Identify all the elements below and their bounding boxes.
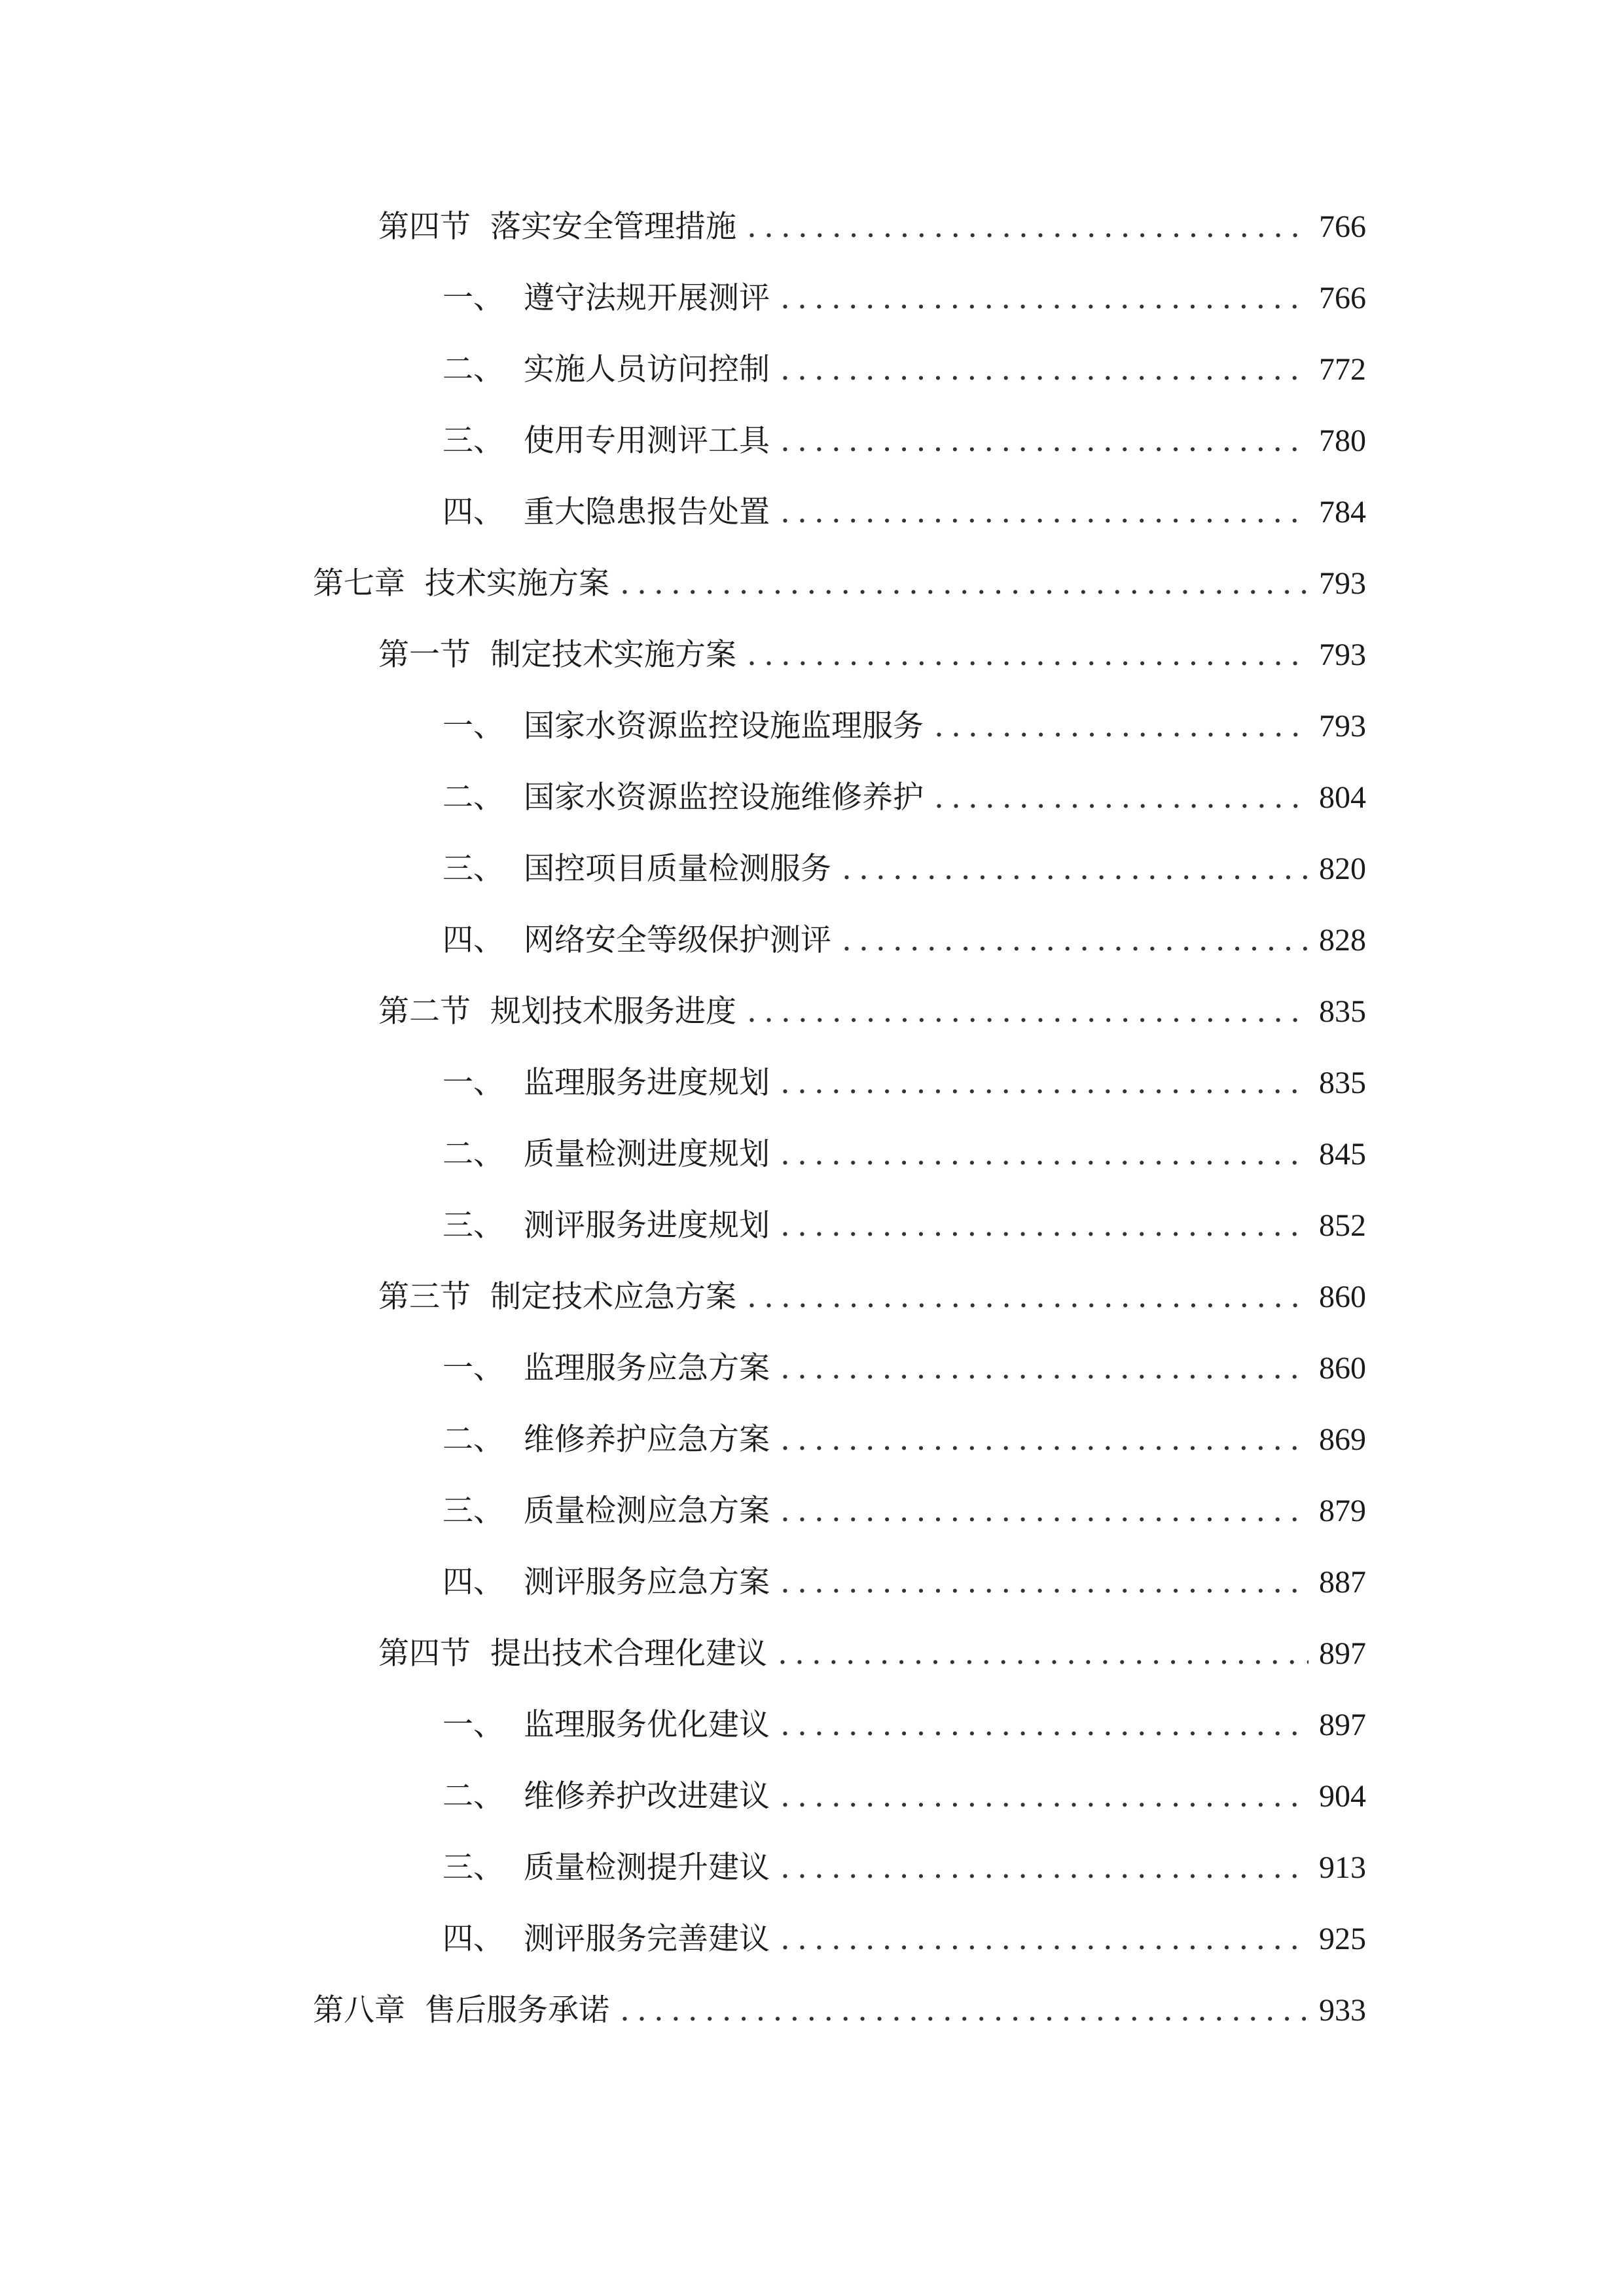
dot-leader [780, 1920, 1308, 1959]
entry-title: 实施人员访问控制 [524, 351, 770, 387]
entry-prefix: 三、 [442, 851, 504, 887]
entry-label [442, 1563, 770, 1602]
page-number: 784 [1319, 495, 1366, 529]
toc-entry-section[interactable] [378, 992, 1366, 1031]
entry-prefix: 二、 [442, 351, 504, 387]
entry-title: 质量检测进度规划 [524, 1136, 770, 1172]
entry-prefix: 四、 [442, 1921, 504, 1957]
toc-entry-item[interactable] [442, 279, 1366, 318]
toc-entry-section[interactable] [378, 1278, 1366, 1317]
entry-prefix: 三、 [442, 423, 504, 459]
entry-label [442, 850, 831, 889]
page-number: 772 [1319, 352, 1366, 387]
toc-entry-item[interactable] [442, 1777, 1366, 1816]
entry-prefix: 第八章 [313, 1992, 405, 2028]
dot-leader [842, 921, 1308, 960]
page-number: 845 [1319, 1137, 1366, 1172]
entry-label [442, 422, 770, 461]
toc-entry-item[interactable] [442, 1206, 1366, 1246]
entry-prefix: 一、 [442, 280, 504, 316]
entry-prefix: 第七章 [313, 565, 405, 601]
toc-entry-item[interactable] [442, 422, 1366, 461]
entry-label [442, 1349, 770, 1388]
toc-entry-item[interactable] [442, 707, 1366, 746]
dot-leader [780, 279, 1308, 318]
dot-leader [780, 350, 1308, 389]
dot-leader [780, 1706, 1308, 1745]
page-number: 793 [1319, 637, 1366, 672]
page-number: 860 [1319, 1280, 1366, 1314]
page-number: 860 [1319, 1351, 1366, 1386]
entry-prefix: 一、 [442, 1707, 504, 1743]
entry-label [442, 1135, 770, 1174]
dot-leader [778, 1634, 1308, 1674]
entry-label [442, 1706, 770, 1745]
entry-title: 使用专用测评工具 [524, 423, 770, 459]
dot-leader [842, 850, 1308, 889]
toc-entry-chapter[interactable] [313, 564, 1366, 603]
page-number: 780 [1319, 423, 1366, 458]
page-number: 904 [1319, 1779, 1366, 1814]
entry-title: 技术实施方案 [425, 565, 609, 601]
toc-entry-item[interactable] [442, 921, 1366, 960]
page-number: 835 [1319, 994, 1366, 1029]
entry-prefix: 第四节 [378, 1636, 471, 1672]
toc-entry-item[interactable] [442, 350, 1366, 389]
entry-label [313, 1991, 609, 2030]
dot-leader [780, 1563, 1308, 1602]
toc-entry-item[interactable] [442, 778, 1366, 817]
entry-title: 遵守法规开展测评 [524, 280, 770, 316]
toc-entry-section[interactable] [378, 636, 1366, 675]
entry-label [442, 1920, 770, 1959]
entry-label [378, 636, 736, 675]
entry-label [378, 1278, 736, 1317]
entry-label [442, 1420, 770, 1460]
dot-leader [747, 992, 1308, 1031]
entry-title: 监理服务优化建议 [524, 1707, 770, 1743]
dot-leader [780, 422, 1308, 461]
toc-entry-section[interactable] [378, 1634, 1366, 1674]
page-number: 869 [1319, 1422, 1366, 1457]
page-number: 897 [1319, 1708, 1366, 1742]
toc-entry-item[interactable] [442, 1492, 1366, 1531]
page-number: 766 [1319, 209, 1366, 244]
toc-entry-chapter[interactable] [313, 1991, 1366, 2030]
entry-title: 质量检测应急方案 [524, 1493, 770, 1529]
entry-prefix: 四、 [442, 494, 504, 530]
entry-prefix: 二、 [442, 1778, 504, 1814]
entry-label [313, 564, 609, 603]
entry-title: 重大隐患报告处置 [524, 494, 770, 530]
page-number: 887 [1319, 1565, 1366, 1600]
page-number: 879 [1319, 1494, 1366, 1528]
page-number: 852 [1319, 1208, 1366, 1243]
page-number: 835 [1319, 1066, 1366, 1100]
dot-leader [620, 564, 1308, 603]
entry-label [442, 778, 924, 817]
page-number: 828 [1319, 923, 1366, 958]
toc-entry-item[interactable] [442, 1064, 1366, 1103]
dot-leader [780, 493, 1308, 532]
entry-prefix: 二、 [442, 780, 504, 816]
entry-prefix: 第一节 [378, 637, 471, 673]
toc-entry-item[interactable] [442, 493, 1366, 532]
dot-leader [747, 636, 1308, 675]
entry-label [442, 1848, 770, 1888]
dot-leader [620, 1991, 1308, 2030]
entry-label [442, 1492, 770, 1531]
entry-label [442, 1777, 770, 1816]
entry-title: 提出技术合理化建议 [490, 1636, 767, 1672]
dot-leader [780, 1206, 1308, 1246]
entry-title: 落实安全管理措施 [490, 209, 736, 245]
dot-leader [780, 1777, 1308, 1816]
entry-label [378, 992, 736, 1031]
entry-label [442, 493, 770, 532]
page-number: 925 [1319, 1922, 1366, 1956]
entry-prefix: 三、 [442, 1850, 504, 1886]
dot-leader [934, 707, 1308, 746]
dot-leader [780, 1492, 1308, 1531]
page-number: 804 [1319, 780, 1366, 815]
entry-prefix: 第四节 [378, 209, 471, 245]
entry-title: 测评服务完善建议 [524, 1921, 770, 1957]
entry-title: 网络安全等级保护测评 [524, 922, 831, 958]
dot-leader [780, 1420, 1308, 1460]
entry-prefix: 第二节 [378, 994, 471, 1030]
entry-title: 测评服务进度规划 [524, 1208, 770, 1244]
entry-label [378, 207, 736, 247]
entry-title: 测评服务应急方案 [524, 1564, 770, 1600]
entry-prefix: 三、 [442, 1493, 504, 1529]
entry-prefix: 四、 [442, 922, 504, 958]
entry-label [442, 1064, 770, 1103]
entry-prefix: 二、 [442, 1136, 504, 1172]
dot-leader [780, 1135, 1308, 1174]
entry-label [442, 707, 924, 746]
toc-entry-item[interactable] [442, 850, 1366, 889]
page-number: 820 [1319, 852, 1366, 886]
entry-title: 售后服务承诺 [425, 1992, 609, 2028]
entry-title: 国控项目质量检测服务 [524, 851, 831, 887]
entry-title: 维修养护改进建议 [524, 1778, 770, 1814]
dot-leader [780, 1064, 1308, 1103]
entry-title: 国家水资源监控设施监理服务 [524, 708, 924, 744]
entry-label [442, 350, 770, 389]
page-number: 913 [1319, 1850, 1366, 1885]
toc-entry-item[interactable] [442, 1848, 1366, 1888]
dot-leader [747, 207, 1308, 247]
entry-prefix: 一、 [442, 1350, 504, 1386]
dot-leader [780, 1848, 1308, 1888]
toc-entry-item[interactable] [442, 1706, 1366, 1745]
entry-title: 规划技术服务进度 [490, 994, 736, 1030]
entry-title: 监理服务应急方案 [524, 1350, 770, 1386]
toc-entry-item[interactable] [442, 1135, 1366, 1174]
entry-label [378, 1634, 767, 1674]
entry-prefix: 一、 [442, 708, 504, 744]
page-number: 793 [1319, 709, 1366, 744]
page-number: 793 [1319, 566, 1366, 601]
toc-entry-item[interactable] [442, 1920, 1366, 1959]
toc-entry-item[interactable] [442, 1563, 1366, 1602]
entry-prefix: 一、 [442, 1065, 504, 1101]
page-number: 933 [1319, 1993, 1366, 2028]
toc-entry-section[interactable] [378, 207, 1366, 247]
toc-entry-item[interactable] [442, 1420, 1366, 1460]
entry-title: 制定技术应急方案 [490, 1279, 736, 1315]
entry-title: 制定技术实施方案 [490, 637, 736, 673]
entry-prefix: 第三节 [378, 1279, 471, 1315]
entry-prefix: 三、 [442, 1208, 504, 1244]
entry-label [442, 279, 770, 318]
toc-entry-item[interactable] [442, 1349, 1366, 1388]
entry-title: 维修养护应急方案 [524, 1422, 770, 1458]
page-number: 897 [1319, 1636, 1366, 1671]
dot-leader [780, 1349, 1308, 1388]
entry-label [442, 1206, 770, 1246]
dot-leader [934, 778, 1308, 817]
entry-label [442, 921, 831, 960]
entry-title: 国家水资源监控设施维修养护 [524, 780, 924, 816]
page-number: 766 [1319, 281, 1366, 315]
entry-prefix: 四、 [442, 1564, 504, 1600]
dot-leader [747, 1278, 1308, 1317]
entry-prefix: 二、 [442, 1422, 504, 1458]
entry-title: 监理服务进度规划 [524, 1065, 770, 1101]
entry-title: 质量检测提升建议 [524, 1850, 770, 1886]
